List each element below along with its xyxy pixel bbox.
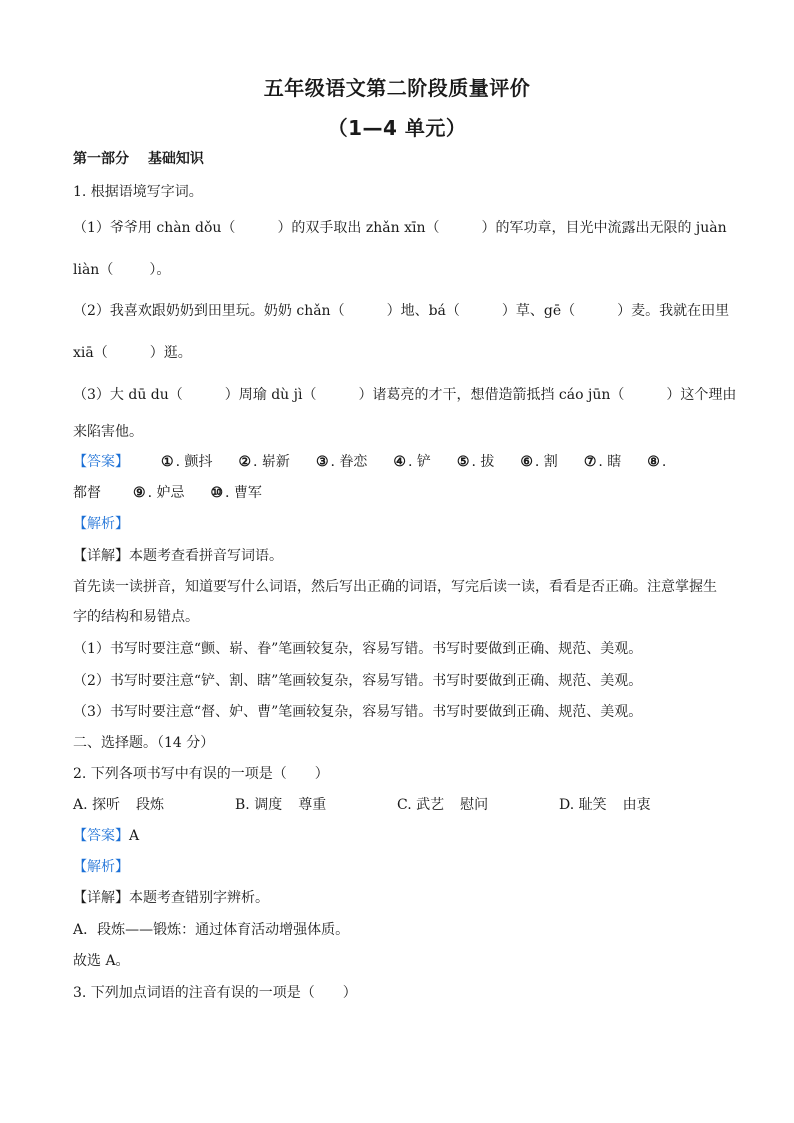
q1-sentence-3-cont: 来陷害他。 (73, 424, 143, 440)
q1-para-2: 字的结构和易错点。 (73, 609, 199, 625)
answer-tag: 【答案】 (73, 454, 129, 470)
answer-list (129, 454, 692, 470)
answer-item: ⑤ . 拔 (456, 454, 495, 470)
q1-sentence-2-cont: xiā（ ）逛。 (73, 345, 192, 361)
answer-item: ⑦ . 瞎 (583, 454, 622, 470)
page-title: 五年级语文第二阶段质量评价 (263, 76, 531, 100)
q2-explanation: A．段炼——锻炼：通过体育活动增强体质。 (73, 922, 350, 938)
section-heading-choice: 二、选择题。（14 分） (73, 735, 215, 751)
answer-list-cont (101, 485, 288, 501)
answer-item: ② . 崭新 (238, 454, 290, 470)
q1-para-1: 首先读一读拼音，知道要写什么词语，然后写出正确的词语，写完后读一读，看看是否正确。注意掌握生 (73, 579, 717, 595)
q1-sentence-1-cont: liàn（ ）。 (73, 262, 171, 278)
q1-detail: 【详解】本题考查看拼音写词语。 (73, 548, 283, 564)
q2-option: A. 探听 段炼 (73, 797, 165, 813)
page-subtitle: （1—4 单元） (327, 116, 467, 140)
analysis-tag: 【解析】 (73, 516, 129, 532)
q1-answer-row-2: 都督 ⑨ . 妒忌 ⑩ . 曹军 (73, 483, 288, 503)
answer-item: ⑥ . 割 (520, 454, 558, 470)
q2-stem: 2. 下列各项书写中有误的一项是（ ） (73, 766, 329, 782)
q2-option: B. 调度 尊重 (235, 797, 327, 813)
q1-answer-row (73, 452, 692, 472)
answer-item: ① . 颤抖 (161, 454, 213, 470)
q2-answer: 【答案】A (73, 828, 140, 844)
q1-note-1: （1）书写时要注意“颤、崭、眷”笔画较复杂，容易写错。书写时要做到正确、规范、美观。 (73, 641, 643, 657)
q2-analysis-tag: 【解析】 (73, 859, 129, 875)
q2-option: D. 耻笑 由衷 (559, 797, 651, 813)
q2-choose: 故选 A。 (73, 953, 130, 969)
q1-sentence-3: （3）大 dū du（ ）周瑜 dù jì（ ）诸葛亮的才干，想借造箭抵挡 cáo jūn（ ）这个理由 (73, 387, 737, 403)
q2-detail: 【详解】本题考查错别字辨析。 (73, 890, 269, 906)
q2-options (73, 795, 721, 815)
section-heading-basic: 第一部分 基础知识 (73, 151, 204, 167)
answer-item: ④ . 铲 (393, 454, 431, 470)
q2-option: C. 武艺 慰问 (397, 797, 489, 813)
q1-stem: 1. 根据语境写字词。 (73, 184, 203, 200)
answer-item: ③ . 眷恋 (315, 454, 368, 470)
q1-note-2: （2）书写时要注意“铲、割、瞎”笔画较复杂，容易写错。书写时要做到正确、规范、美观。 (73, 673, 643, 689)
q1-note-3: （3）书写时要注意“督、妒、曹”笔画较复杂，容易写错。书写时要做到正确、规范、美观。 (73, 704, 643, 720)
q1-sentence-2: （2）我喜欢跟奶奶到田里玩。奶奶 chǎn（ ）地、bá（ ）草、gē（ ）麦。我就在田里 (73, 303, 730, 319)
answer-item: ⑧ . (647, 454, 667, 470)
q1-sentence-1: （1）爷爷用 chàn dǒu（ ）的双手取出 zhǎn xīn（ ）的军功章，目光中流露出无限的 juàn (73, 220, 727, 236)
answer-item: ⑩ . 曹军 (210, 485, 262, 501)
q3-stem: 3. 下列加点词语的注音有误的一项是（ ） (73, 985, 357, 1001)
answer-item: ⑨ . 妒忌 (133, 485, 185, 501)
